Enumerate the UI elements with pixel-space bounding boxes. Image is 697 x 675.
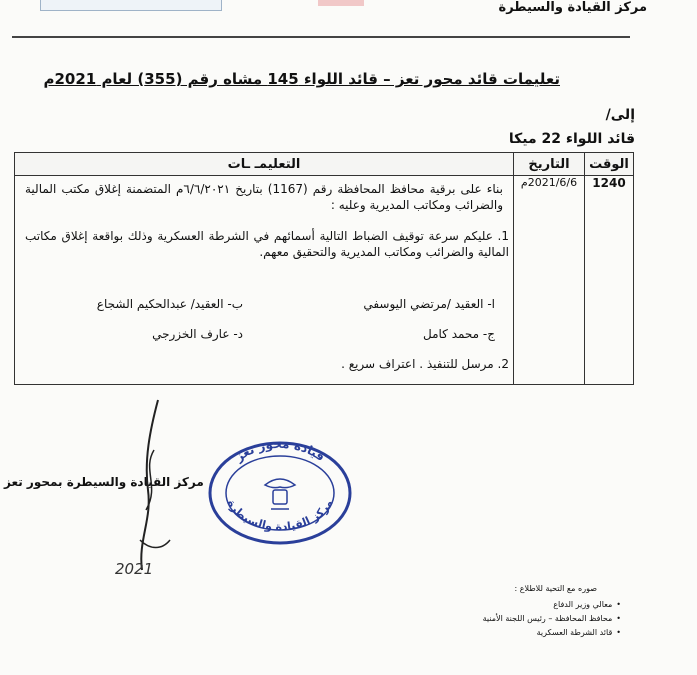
svg-text:مركز القيادة والسيطرة bbox=[225, 497, 336, 533]
header-instructions-part-b: ـات bbox=[227, 156, 251, 172]
paragraph-2: 2. مرسل للتنفيذ . اعتراف سريع . bbox=[341, 357, 509, 371]
svg-text:قيادة محور تعز bbox=[232, 437, 328, 465]
cc-list bbox=[483, 598, 621, 640]
cc-item: • محافظ المحافظة – رئيس اللجنة الأمنية bbox=[483, 612, 621, 626]
paragraph-1: 1. عليكم سرعة توقيف الضباط التالية أسمائهم في الشرطة العسكرية وذلك بواقعة إغلاق مكاتب المالية والضرائب ومكاتب المديرية والتحقيق معهم. bbox=[25, 229, 509, 259]
header-organization: مركز القيادة والسيطرة bbox=[498, 0, 647, 15]
cell-time: 1240 bbox=[585, 176, 634, 385]
table-row bbox=[15, 176, 634, 385]
officer-b: ب- العقيد/ عبدالحكيم الشجاع bbox=[96, 297, 243, 311]
header-instructions-part-a: التعليمـ bbox=[254, 156, 301, 172]
to-label: إلى/ bbox=[605, 107, 635, 123]
paragraph-intro: بناء على برقية محافظ المحافظة رقم (1167) بتاريخ ٦/٦/٢٠٢١م المتضمنة إغلاق مكتب المالية والضرائب ومكاتب المديرية وعليه : bbox=[25, 182, 503, 212]
cc-item: • قائد الشرطة العسكرية bbox=[483, 626, 621, 640]
handwritten-date: 2021 bbox=[115, 560, 154, 578]
eagle-emblem-icon bbox=[265, 479, 295, 509]
cell-instructions bbox=[15, 176, 514, 385]
cc-item: • معالي وزير الدفاع bbox=[483, 598, 621, 612]
cc-title: صوره مع التحية للاطلاع : bbox=[514, 584, 597, 593]
officer-c: ج- محمد كامل bbox=[423, 327, 495, 341]
signature-label: مركز القيادة والسيطرة بمحور تعز bbox=[4, 475, 204, 489]
instructions-table bbox=[14, 152, 634, 385]
header-stub-left bbox=[40, 0, 222, 11]
stamp-graphic bbox=[205, 435, 355, 545]
cell-date: 2021/6/6م bbox=[514, 176, 585, 385]
official-stamp bbox=[205, 435, 355, 545]
header-time: الوقت bbox=[585, 153, 634, 176]
stamp-bottom-text: مركز القيادة والسيطرة bbox=[224, 497, 336, 534]
stamp-top-text: قيادة محور تعز bbox=[232, 436, 328, 465]
officer-d: د- عارف الخزرجي bbox=[152, 327, 243, 341]
recipient: قائد اللواء 22 ميكا bbox=[508, 131, 635, 147]
document-title: تعليمات قائد محور تعز – قائد اللواء 145 مشاه رقم (355) لعام 2021م bbox=[43, 70, 560, 88]
officer-a: ا- العقيد /مرتضي اليوسفي bbox=[363, 297, 495, 311]
header-instructions bbox=[15, 153, 514, 176]
header-date: التاريخ bbox=[514, 153, 585, 176]
header-divider bbox=[12, 36, 630, 38]
header-stub-middle bbox=[318, 0, 364, 6]
